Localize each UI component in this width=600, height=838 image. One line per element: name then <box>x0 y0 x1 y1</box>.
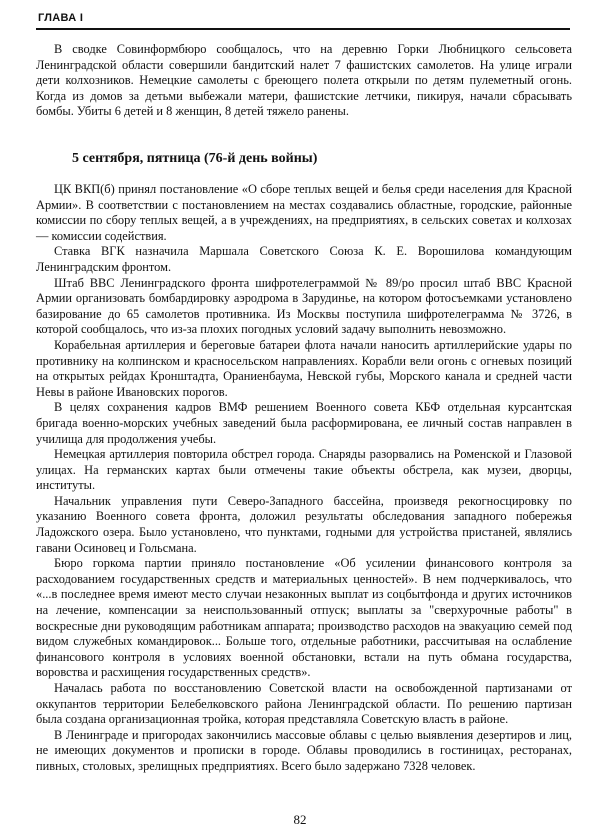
header-rule <box>36 28 570 30</box>
paragraph: В целях сохранения кадров ВМФ решением Военного совета КБФ отдельная курсантская бригада военно-морских учебных заведений была расформирована, ее личный состав направлен в училища для продолжения учебы. <box>36 400 572 446</box>
paragraph: ЦК ВКП(б) принял постановление «О сборе теплых вещей и белья среди населения для Красной Армии». В соответствии с постановлением на местах создавались областные, городские, районные комиссии по сбору теплых вещей, а в учреждениях, на предприятиях, в сельских советах и колхозах — комиссии содействия. <box>36 182 572 243</box>
page-number: 82 <box>293 812 307 827</box>
section-heading: 5 сентября, пятница (76-й день войны) <box>72 151 318 166</box>
paragraph: Начальник управления пути Северо-Западного бассейна, произведя рекогносцировку по указанию Военного совета фронта, доложил результаты обследования западного побережья Ладожского озера. Было установлено, что пунктами, годными для устройства пристаней, являлись гавани Осиновец и Гольсмана. <box>36 493 572 555</box>
paragraph: Немецкая артиллерия повторила обстрел города. Снаряды разорвались на Роменской и Глазовой улицах. На германских картах были отмечены такие объекты обстрела, как музеи, дворцы, институты. <box>36 447 572 493</box>
intro-text <box>36 42 572 120</box>
day-section <box>36 150 572 775</box>
paragraph: Корабельная артиллерия и береговые батареи флота начали наносить артиллерийские удары по противнику на колпинском и красносельском направлениях. Корабли вели огонь с огневых позиций на открытых рейдах Кронштадта, Ораниенбаума, Невской губы, Морского канала и средней части Невы в районе Ивановских порогов. <box>36 337 572 399</box>
paragraph: В сводке Совинформбюро сообщалось, что на деревню Горки Любницкого сельсовета Ленинградской области совершили бандитский налет 7 фашистских самолетов. На улице играли дети колхозников. Немецкие самолеты с бреющего полета открыли по детям пулеметный огонь. Когда из домов за детьми выбежали матери, фашистские летчики, пикируя, начали сбрасывать бомбы. Убиты 6 детей и 8 женщин, 8 детей тяжело ранены. <box>36 42 572 119</box>
running-head: ГЛАВА I <box>38 12 84 24</box>
paragraph: Началась работа по восстановлению Советской власти на освобожденной партизанами от оккупантов территории Белебелковского района Ленинградской области. По решению партизан была создана организационная тройка, которая представляла Советскую власть в районе. <box>36 681 572 727</box>
paragraph: В Ленинграде и пригородах закончились массовые облавы с целью выявления дезертиров и лиц, не имеющих документов и прописки в городе. Облавы проводились в гостиницах, ресторанах, пивных, столовых, зрелищных предприятиях. Всего было задержано 7328 человек. <box>36 727 572 773</box>
paragraph: Штаб ВВС Ленинградского фронта шифротелеграммой № 89/ро просил штаб ВВС Красной Армии организовать бомбардировку аэродрома в Зарудинье, на котором фотосъемками установлено базирование до 65 самолетов противника. Из Москвы поступила шифротелеграмма № 3726, в которой сообщалось, что из-за плохих погодных условий задачу выполнить невозможно. <box>36 275 572 337</box>
paragraph: Бюро горкома партии приняло постановление «Об усилении финансового контроля за расходованием государственных средств и материальных ценностей». В нем подчеркивалось, что «...в последнее время имеют место случаи незаконных выплат из соцбытфонда и других источников на лечение, компенсации за неиспользованный отпуск; выплаты за "сверхурочные работы" в воскресные дни руководящим работникам аппарата; производство расходов на эвакуацию семей под видом служебных командировок... Больше того, отдельные работники, рассчитывая на ослабление финансового контроля в условиях военной обстановки, встали на путь обмана государства, воровства и расхищения государственных средств». <box>36 556 572 680</box>
paragraph: Ставка ВГК назначила Маршала Советского Союза К. Е. Ворошилова командующим Ленинградским фронтом. <box>36 244 572 274</box>
